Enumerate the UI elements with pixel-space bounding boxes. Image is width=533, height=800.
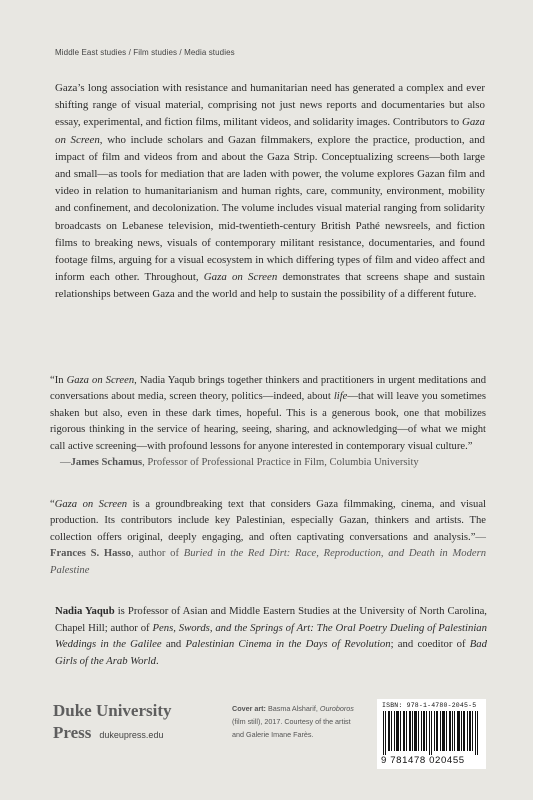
book-description: Gaza’s long association with resistance and humanitarian need has generated a complex and ever shifting range of visual material, comprising not just news reports and documentaries but also essay, experimental, and fiction films, militant videos, and solidarity images. Contributors to Gaza on Screen, who include scholars and Gazan filmmakers, explore the practice, production, and impact of film and videos from and about the Gaza Strip. Conceptualizing screens—both large and small—as tools for mediation that are laden with power, the volume explores Gazan film and video in relation to humanitarianism and human rights, care, community, environment, mobility and confinement, and decolonization. The volume includes visual material ranging from solidarity broadcasts on Lebanese television, mid-twentieth-century British Pathé newsreels, and fiction films to breaking news, visuals of contemporary militant resistance, documentaries, and found footage films, arguing for a visual ecosystem in which differing types of film and video affect and inform each other. Throughout, Gaza on Screen demonstrates that screens shape and sustain relationships between Gaza and the world and help to sustain the possibility of a different future.	[55, 82, 485, 301]
barcode-number: 9 781478 020455	[381, 755, 465, 766]
endorsement-attribution: —James Schamus, Professor of Professional Practice in Film, Columbia University	[60, 457, 419, 469]
book-title: Gaza on Screen	[203, 271, 278, 284]
endorser-name: Frances S. Hasso	[50, 548, 131, 560]
author-name: Nadia Yaqub	[55, 605, 115, 617]
barcode-icon	[383, 711, 481, 755]
publisher-name-line1: Duke University	[53, 701, 172, 720]
publisher-website: dukeupress.edu	[99, 730, 164, 740]
endorsement-schamus: “In Gaza on Screen, Nadia Yaqub brings together thinkers and practitioners in urgent meditations and conversations about media, screen theory, politics—indeed, about life—that will leave you sometimes shaken but also, even in these dark times, hopeful. This is a generous book, one that mobilizes rigorous thinking in the service of hearing, seeing, sharing, and acknowledging—of what we might call active screening—with profound lessons for anyone interested in contemporary visual culture.” —James Schamus, Professor of Professional Practice in Film, Columbia University	[50, 373, 486, 471]
cover-art-credit: Cover art: Basma Alsharif, Ouroboros (film still), 2017. Courtesy of the artist and Galerie Imane Farès.	[232, 704, 354, 739]
isbn-barcode	[377, 699, 486, 769]
author-bio: Nadia Yaqub is Professor of Asian and Middle Eastern Studies at the University of North Carolina, Chapel Hill; author of Pens, Swords, and the Springs of Art: The Oral Poetry Dueling of Palestinian Weddings in the Galilee and Palestinian Cinema in the Days of Revolution; and coeditor of Bad Girls of the Arab World.	[55, 605, 487, 667]
endorsement-attribution: —Frances S. Hasso, author of Buried in the Red Dirt: Race, Reproduction, and Death in Modern Palestine	[50, 531, 486, 576]
subject-categories: Middle East studies / Film studies / Media studies	[55, 48, 235, 57]
publisher-logo	[53, 700, 172, 746]
book-title: Gaza on Screen	[55, 116, 485, 146]
endorser-name: James Schamus	[70, 457, 143, 469]
isbn-label: ISBN: 978-1-4780-2045-5	[382, 702, 477, 709]
publisher-name-line2: Press	[53, 723, 92, 742]
endorsement-hasso: “Gaza on Screen is a groundbreaking text that considers Gaza filmmaking, cinema, and visual production. Its contributors include key Palestinian, especially Gazan, thinkers and artists. The collection offers original, deeply engaging, and often captivating conversations and analysis.”—Frances S. Hasso, author of Buried in the Red Dirt: Race, Reproduction, and Death in Modern Palestine	[50, 499, 486, 576]
